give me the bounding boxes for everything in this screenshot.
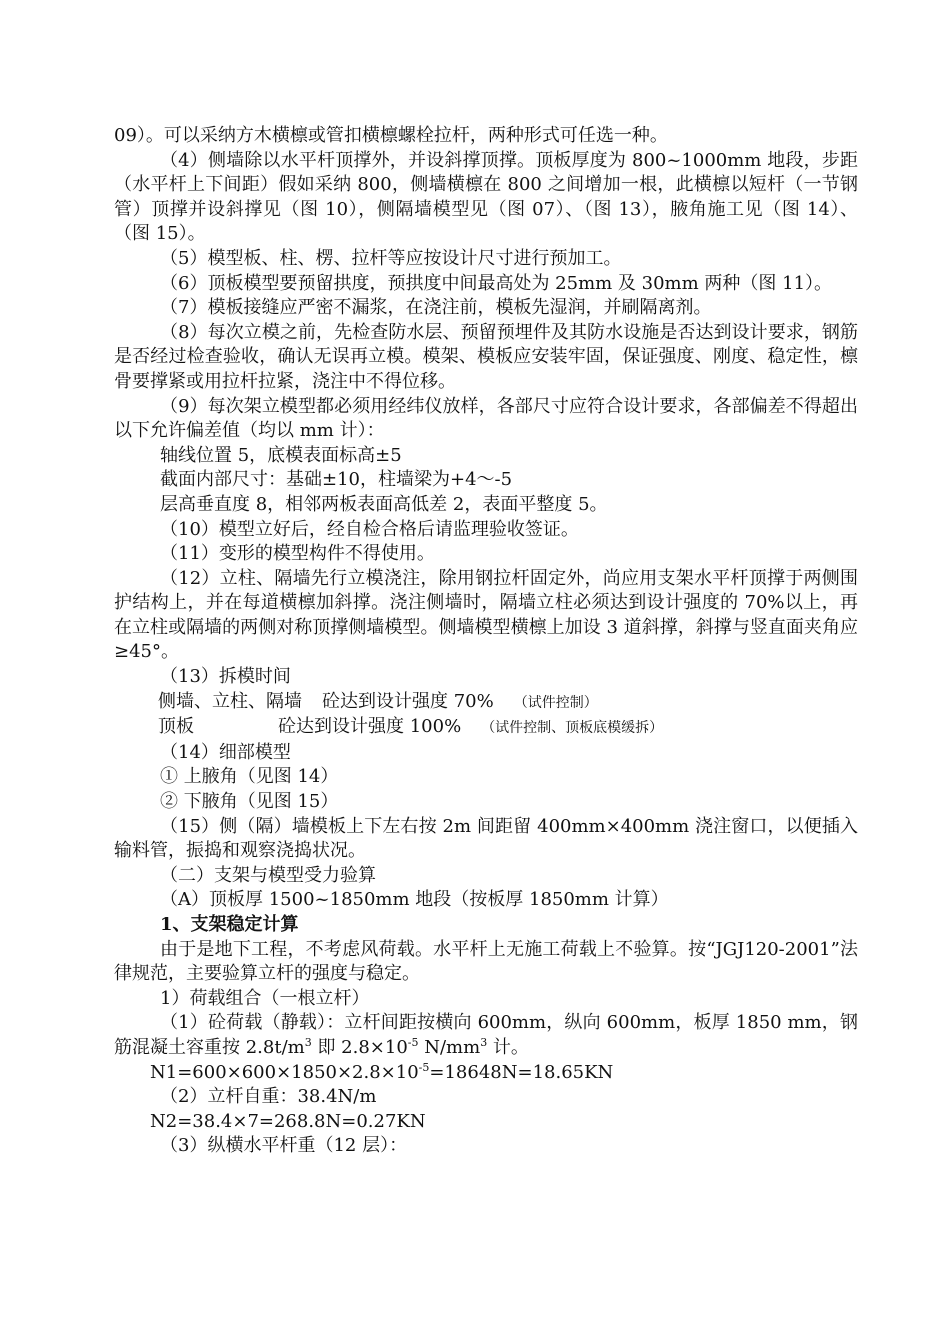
paragraph-continuation: 09）。可以采纳方木横檩或管扣横檩螺栓拉杆，两种形式可任选一种。 [114,125,668,146]
paragraph-6: （6）顶板模型要预留拱度，预拱度中间最高处为 25mm 及 30mm 两种（图 11）。 [160,272,833,294]
superscript-minus5: -5 [407,1035,419,1049]
paragraph-13-heading: （13）拆模时间 [160,666,291,688]
demold-slab-strength: 砼达到设计强度 100% [278,716,462,738]
concrete-load-text-4: 计。 [487,1036,529,1058]
detail-upper-haunch: ① 上腋角（见图 14） [160,766,339,788]
subsection-heading-1: 1、支架稳定计算 [160,914,299,935]
pole-weight-line: （2）立杆自重：38.4N/m [160,1086,377,1108]
tolerance-line-1: 轴线位置 5，底模表面标高±5 [160,444,402,466]
concrete-load-paragraph [114,1011,858,1060]
paragraph-11: （11）变形的模型构件不得使用。 [160,543,435,565]
detail-lower-haunch: ② 下腋角（见图 15） [160,791,339,813]
formula-n1 [114,1061,858,1086]
superscript-3b: 3 [480,1035,488,1049]
tolerance-line-3: 层高垂直度 8，相邻两板表面高低差 2，表面平整度 5。 [160,493,608,515]
paragraph-stability: 由于是地下工程，不考虑风荷载。水平杆上无施工荷载上不验算。按“JGJ120-2001”法律规范，主要验算立杆的强度与稳定。 [114,938,858,985]
paragraph-12: （12）立柱、隔墙先行立模浇注，除用钢拉杆固定外，尚应用支架水平杆顶撑于两侧围护结构上，并在每道横檩加斜撑。浇注侧墙时，隔墙立柱必须达到设计强度的 70%以上，再在立柱或隔墙的两侧对称顶撑侧墙模型。侧墙模型横檩上加设 3 道斜撑，斜撑与竖直面夹角应≥45°。 [114,567,858,663]
demold-row-slab [114,715,858,741]
formula-n1-part2: =18648N=18.65KN [429,1061,614,1083]
body-text [114,124,858,1159]
concrete-load-text-1: （1）砼荷载（静载）：立杆间距按横向 600mm，纵向 600mm，板厚 1850 mm，钢筋混凝土容重按 2.8t/m [114,1012,858,1058]
load-combination-heading: 1）荷载组合（一根立杆） [160,987,370,1009]
demold-walls-strength: 砼达到设计强度 70% [322,690,494,712]
concrete-load-text-3: N/mm [418,1036,481,1058]
demold-slab-label: 顶板 [158,716,194,738]
demold-walls-label: 侧墙、立柱、隔墙 [158,690,302,712]
superscript-3: 3 [304,1035,312,1049]
paragraph-9: （9）每次架立模型都必须用经纬仪放样，各部尺寸应符合设计要求，各部偏差不得超出以下允许偏差值（均以 mm 计）： [114,395,858,442]
formula-n1-exp: -5 [418,1060,430,1074]
paragraph-8: （8）每次立模之前，先检查防水层、预留预埋件及其防水设施是否达到设计要求，钢筋是否经过检查验收，确认无误再立模。模架、模板应安装牢固，保证强度、刚度、稳定性，檩骨要撑紧或用拉杆拉紧，浇注中不得位移。 [114,321,858,392]
demold-row-walls [114,690,858,716]
formula-n1-part1: N1=600×600×1850×2.8×10 [150,1061,419,1083]
concrete-load-text-2: 即 2.8×10 [311,1036,408,1058]
formula-n2: N2=38.4×7=268.8N=0.27KN [150,1110,426,1132]
demold-slab-note: （试件控制、顶板底模缓拆） [481,720,664,737]
tolerance-line-2: 截面内部尺寸：基础±10，柱墙梁为+4～-5 [160,469,513,491]
paragraph-7: （7）模板接缝应严密不漏浆，在浇注前，模板先湿润，并刷隔离剂。 [160,297,712,319]
paragraph-14-heading: （14）细部模型 [160,741,291,763]
paragraph-5: （5）模型板、柱、楞、拉杆等应按设计尺寸进行预加工。 [160,247,622,269]
section-a-heading: （A）顶板厚 1500~1850mm 地段（按板厚 1850mm 计算） [160,889,669,911]
paragraph-15: （15）侧（隔）墙模板上下左右按 2m 间距留 400mm×400mm 浇注窗口，以便插入输料管，振捣和观察浇捣状况。 [114,815,858,862]
paragraph-10: （10）模型立好后，经自检合格后请监理验收签证。 [160,518,579,540]
paragraph-4: （4）侧墙除以水平杆顶撑外，并设斜撑顶撑。顶板厚度为 800~1000mm 地段，步距（水平杆上下间距）假如采纳 800，侧墙横檩在 800 之间增加一根，此横檩以短杆（一节钢管）顶撑并设斜撑见（图 10），侧隔墙模型见（图 07）、（图 13），腋角施工见（图 14）、（图 15）。 [114,149,858,245]
horizontal-bar-weight-line: （3）纵横水平杆重（12 层）： [160,1135,408,1157]
demold-walls-note: （试件控制） [513,694,598,711]
section-heading-2: （二）支架与模型受力验算 [160,864,376,886]
